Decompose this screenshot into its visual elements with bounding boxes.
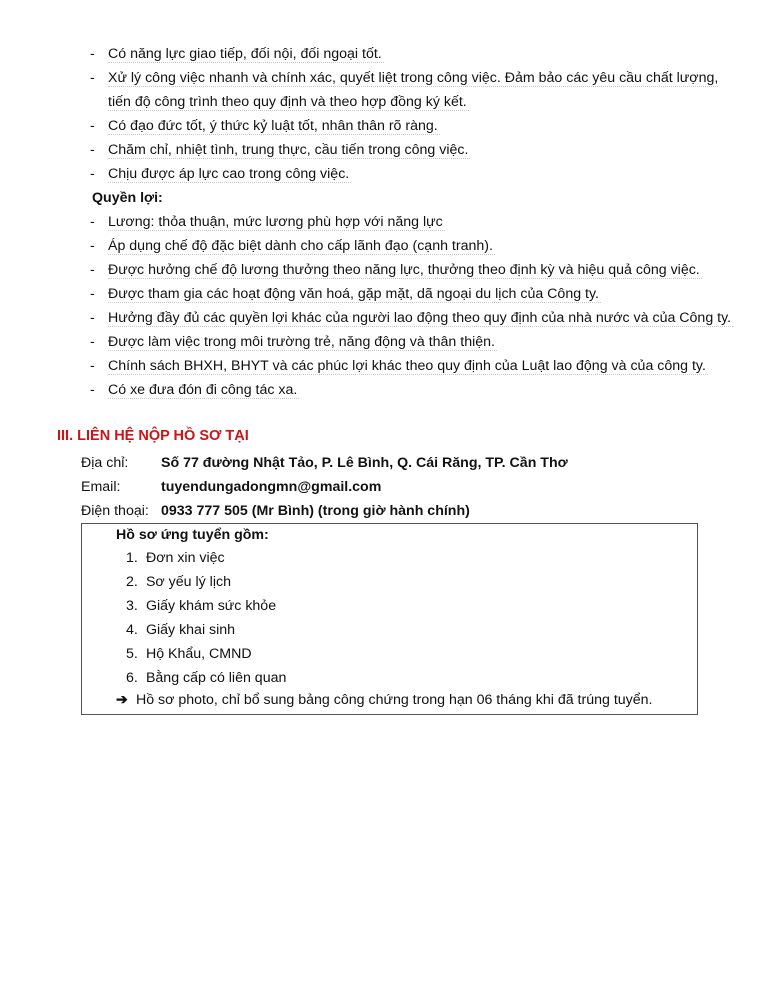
phone-row xyxy=(81,499,568,523)
list-item xyxy=(90,114,730,138)
bullet-dash: - xyxy=(90,118,95,134)
address-row xyxy=(81,451,568,475)
item-number: 1. xyxy=(126,550,138,566)
email-row xyxy=(81,475,568,499)
list-item xyxy=(90,282,730,306)
item-text: Giấy khai sinh xyxy=(145,622,236,638)
list-item-text: Có đạo đức tốt, ý thức kỷ luật tốt, nhân thân rõ ràng. xyxy=(108,118,438,134)
item-text: Bằng cấp có liên quan xyxy=(145,670,287,686)
list-item xyxy=(90,258,730,282)
bullet-dash: - xyxy=(90,286,95,302)
arrow-right-icon: ➔ xyxy=(116,692,128,708)
item-number: 3. xyxy=(126,598,138,614)
list-item-text: Có xe đưa đón đi công tác xa. xyxy=(108,382,298,398)
bullet-dash: - xyxy=(90,142,95,158)
list-item xyxy=(90,162,730,186)
list-item-text: Áp dụng chế độ đặc biệt dành cho cấp lãnh đạo (cạnh tranh). xyxy=(108,238,493,254)
list-item-text: Được làm việc trong môi trường trẻ, năng động và thân thiện. xyxy=(108,334,495,350)
list-item-text: Xử lý công việc nhanh và chính xác, quyết liệt trong công việc. Đảm bảo các yêu cầu chất lượng, tiến độ công trình theo quy định và theo hợp đồng ký kết. xyxy=(108,70,719,110)
list-item-text: Chính sách BHXH, BHYT và các phúc lợi khác theo quy định của Luật lao động và của công ty. xyxy=(108,358,706,374)
list-item xyxy=(90,138,730,162)
item-number: 2. xyxy=(126,574,138,590)
documents-note xyxy=(116,690,652,710)
list-item xyxy=(90,210,730,234)
list-item xyxy=(90,378,730,402)
phone-label: Điện thoại: xyxy=(81,503,149,519)
bullet-dash: - xyxy=(90,358,95,374)
documents-heading: Hồ sơ ứng tuyển gồm: xyxy=(116,527,269,543)
list-item-text: Chịu được áp lực cao trong công việc. xyxy=(108,166,350,182)
address-value: Số 77 đường Nhật Tảo, P. Lê Bình, Q. Cái Răng, TP. Cần Thơ xyxy=(161,455,568,471)
list-item xyxy=(90,306,730,330)
list-item xyxy=(126,570,286,594)
item-number: 6. xyxy=(126,670,138,686)
email-label: Email: xyxy=(81,479,121,495)
item-text: Giấy khám sức khỏe xyxy=(145,598,277,614)
list-item xyxy=(90,234,730,258)
bullet-dash: - xyxy=(90,238,95,254)
bullet-dash: - xyxy=(90,166,95,182)
requirements-list xyxy=(90,42,730,186)
list-item-text: Có năng lực giao tiếp, đối nội, đối ngoại tốt. xyxy=(108,46,382,62)
note-text: Hồ sơ photo, chỉ bổ sung bảng công chứng trong hạn 06 tháng khi đã trúng tuyển. xyxy=(135,692,653,708)
list-item xyxy=(90,354,730,378)
list-item-text: Chăm chỉ, nhiệt tình, trung thực, cầu tiến trong công việc. xyxy=(108,142,469,158)
documents-list xyxy=(126,546,286,690)
item-text: Hộ Khẩu, CMND xyxy=(145,646,252,662)
bullet-dash: - xyxy=(90,46,95,62)
item-number: 5. xyxy=(126,646,138,662)
address-label: Địa chỉ: xyxy=(81,455,129,471)
list-item-text: Lương: thỏa thuận, mức lương phù hợp với năng lực xyxy=(108,214,443,230)
benefits-list xyxy=(90,210,730,402)
list-item xyxy=(126,666,286,690)
list-item-text: Được hưởng chế độ lương thưởng theo năng lực, thưởng theo định kỳ và hiệu quả công việc. xyxy=(108,262,700,278)
bullet-dash: - xyxy=(90,382,95,398)
benefits-heading: Quyền lợi: xyxy=(92,190,163,206)
application-documents-box xyxy=(81,523,698,715)
contact-info xyxy=(81,451,568,523)
list-item-text: Được tham gia các hoạt động văn hoá, gặp mặt, dã ngoại du lịch của Công ty. xyxy=(108,286,599,302)
list-item xyxy=(126,546,286,570)
list-item xyxy=(90,66,728,114)
bullet-dash: - xyxy=(90,214,95,230)
bullet-dash: - xyxy=(90,262,95,278)
list-item xyxy=(90,330,730,354)
item-text: Đơn xin việc xyxy=(145,550,225,566)
bullet-dash: - xyxy=(90,310,95,326)
list-item xyxy=(126,594,286,618)
email-value: tuyendungadongmn@gmail.com xyxy=(161,479,382,495)
bullet-dash: - xyxy=(90,334,95,350)
item-number: 4. xyxy=(126,622,138,638)
list-item-text: Hưởng đầy đủ các quyền lợi khác của người lao động theo quy định của nhà nước và của Công ty. xyxy=(108,310,732,326)
list-item xyxy=(90,42,730,66)
list-item xyxy=(126,642,286,666)
contact-section-title: III. LIÊN HỆ NỘP HỒ SƠ TẠI xyxy=(57,428,249,444)
bullet-dash: - xyxy=(90,70,95,86)
list-item xyxy=(126,618,286,642)
item-text: Sơ yếu lý lịch xyxy=(145,574,231,590)
phone-value: 0933 777 505 (Mr Bình) (trong giờ hành chính) xyxy=(161,503,470,519)
